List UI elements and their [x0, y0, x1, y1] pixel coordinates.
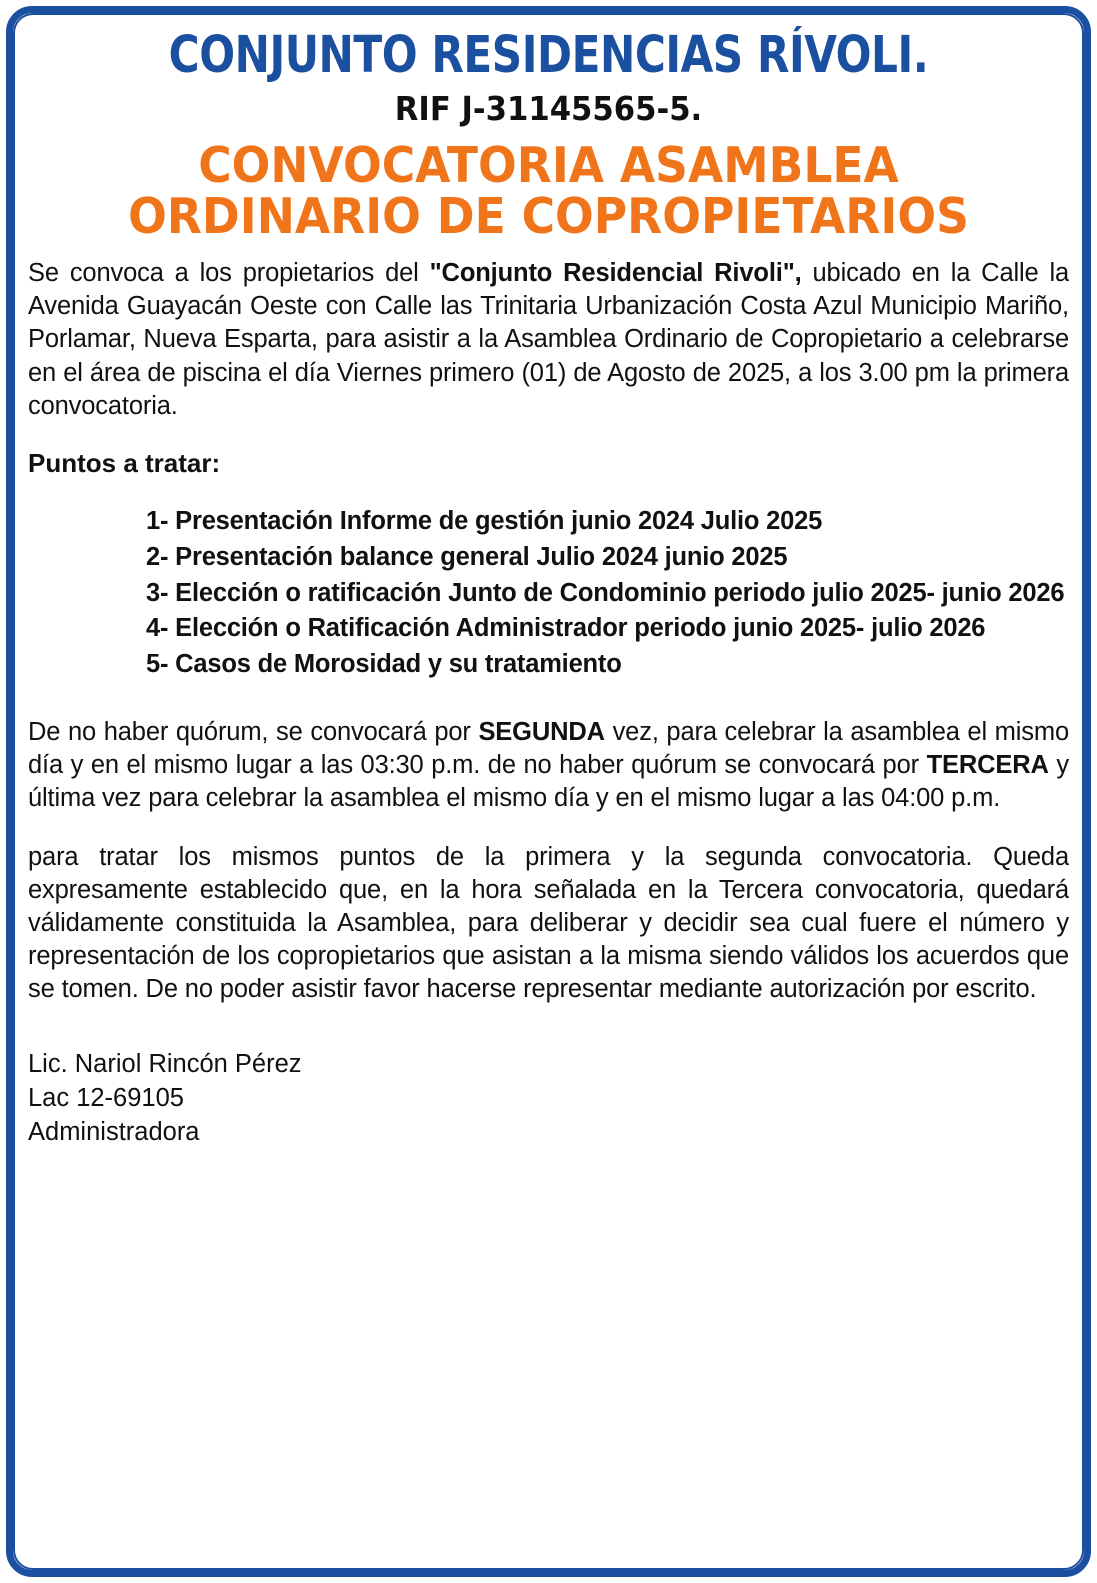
list-item: 5- Casos de Morosidad y su tratamiento — [146, 650, 622, 679]
intro-part1: Se convoca a los propietarios del — [28, 259, 430, 288]
intro-paragraph — [28, 257, 1069, 423]
quorum-paragraph — [28, 716, 1069, 815]
quorum-third-label: TERCERA — [926, 750, 1049, 779]
points-label: Puntos a tratar: — [28, 448, 221, 479]
quorum-part2: vez, para celebrar la asamblea el mismo día y en el mismo lugar a las 03:30 p.m. de no haber quórum se convocará por — [28, 717, 1069, 779]
signer-role: Administradora — [28, 1117, 200, 1146]
quorum-part3: y última vez para celebrar la asamblea el mismo día y en el mismo lugar a las 04:00 p.m. — [28, 750, 1069, 812]
notice-subtitle-line2: ORDINARIO DE COPROPIETARIOS — [128, 188, 969, 246]
agenda-list — [28, 505, 1069, 681]
list-item: 2- Presentación balance general Julio 2024 junio 2025 — [146, 543, 788, 572]
notice-subtitle-line1: CONVOCATORIA ASAMBLEA — [198, 137, 899, 195]
notice-content — [28, 26, 1069, 1563]
signer-license: Lac 12-69105 — [28, 1083, 184, 1112]
page-title: CONJUNTO RESIDENCIAS RÍVOLI. — [168, 26, 929, 85]
residence-name: "Conjunto Residencial Rivoli", — [429, 259, 802, 288]
quorum-second-label: SEGUNDA — [478, 717, 605, 746]
closing-paragraph: para tratar los mismos puntos de la primera y la segunda convocatoria. Queda expresamente establecido que, en la hora señalada en la Tercera convocatoria, quedará válidamente constituida la Asamblea, para deliberar y decidir sea cual fuere el número y representación de los copropietarios que asistan a la misma siendo válidos los acuerdos que se tomen. De no poder asistir favor hacerse representar mediante autorización por escrito. — [28, 842, 1069, 1004]
intro-part2: ubicado en la Calle la Avenida Guayacán Oeste con Calle las Trinitaria Urbanización Costa Azul Municipio Mariño, Porlamar, Nueva Esparta, para asistir a la Asamblea Ordinario de Copropietario a celebrarse en el área de piscina el día Viernes primero (01) de Agosto de 2025, a los 3.00 pm la primera convocatoria. — [28, 259, 1069, 420]
list-item: 4- Elección o Ratificación Administrador periodo junio 2025- julio 2026 — [146, 614, 986, 643]
signer-name: Lic. Nariol Rincón Pérez — [28, 1050, 302, 1079]
notice-subtitle — [64, 137, 1032, 246]
list-item: 3- Elección o ratificación Junto de Condominio periodo julio 2025- junio 2026 — [146, 578, 1065, 607]
signature-block — [28, 1048, 1069, 1149]
quorum-part1: De no haber quórum, se convocará por — [28, 717, 479, 746]
rif-number: RIF J-31145565-5. — [394, 89, 703, 128]
list-item: 1- Presentación Informe de gestión junio 2024 Julio 2025 — [146, 507, 823, 536]
